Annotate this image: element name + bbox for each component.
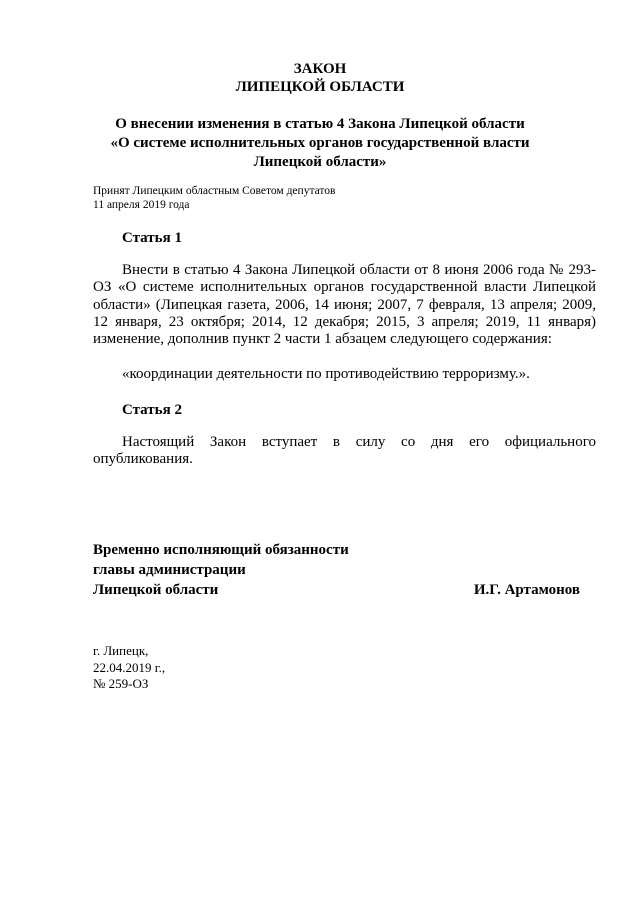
signature-position-line-3: Липецкой области (93, 582, 219, 598)
law-subtitle (0, 115, 640, 172)
adoption-line-1: Принят Липецким областным Советом депутатов (93, 185, 336, 197)
footer-date: 22.04.2019 г., (93, 659, 166, 675)
subtitle-line-1: О внесении изменения в статью 4 Закона Липецкой области (115, 116, 525, 132)
law-word: ЗАКОН (293, 61, 347, 77)
signature-block (93, 540, 596, 600)
signature-position-line-1: Временно исполняющий обязанности (93, 542, 349, 558)
signature-row (93, 580, 596, 600)
article-1-body: Внести в статью 4 Закона Липецкой области от 8 июня 2006 года № 293-ОЗ «О системе исполнительных органов государственной власти Липецкой области» (Липецкая газета, 2006, 14 июня; 2007, 7 февраля, 13 апреля; 2009, 12 января, 23 октября; 2014, 12 декабря; 2015, 3 апреля; 2019, 11 января) изменение, дополнив пункт 2 части 1 абзацем следующего содержания: (93, 262, 596, 348)
signature-position-line-2: главы администрации (93, 562, 246, 578)
subtitle-line-2: «О системе исполнительных органов государственной власти (110, 135, 530, 151)
article-2-heading: Статья 2 (122, 402, 182, 418)
article-1-quote: «координации деятельности по противодействию терроризму.». (122, 366, 530, 382)
subtitle-line-3: Липецкой области» (253, 154, 387, 170)
document-footer (93, 643, 165, 693)
article-2-body: Настоящий Закон вступает в силу со дня его официального опубликования. (93, 434, 596, 468)
footer-number: № 259-ОЗ (93, 676, 149, 691)
signatory-name: И.Г. Артамонов (473, 582, 580, 598)
adoption-line-2: 11 апреля 2019 года (93, 199, 190, 211)
adoption-note (93, 184, 335, 212)
article-1-heading: Статья 1 (122, 230, 182, 246)
footer-city: г. Липецк, (93, 643, 149, 658)
law-region: ЛИПЕЦКОЙ ОБЛАСТИ (235, 79, 405, 95)
law-title (0, 60, 640, 96)
